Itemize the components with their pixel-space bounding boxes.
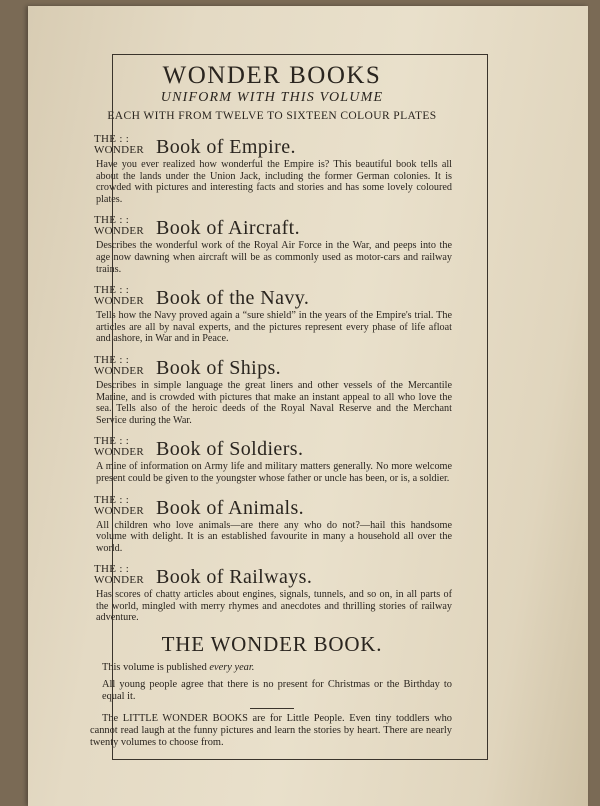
book-prefix — [90, 355, 156, 379]
book-heading — [90, 279, 454, 309]
prefix-the: THE : : — [94, 435, 130, 448]
book-title: Book of Aircraft. — [156, 217, 300, 240]
book-entry — [90, 279, 454, 345]
page-title: WONDER BOOKS — [162, 62, 382, 89]
book-list — [90, 128, 454, 624]
advert-content — [90, 56, 454, 754]
book-title: Book of Ships. — [156, 356, 282, 379]
book-title: Book of Empire. — [156, 136, 296, 158]
page-subtitle: UNIFORM WITH THIS VOLUME — [160, 90, 384, 105]
book-title: Book of the Navy. — [156, 287, 310, 310]
book-title: Book of Animals. — [156, 496, 305, 519]
prefix-wonder: WONDER — [94, 144, 145, 156]
book-description: Describes the wonderful work of the Royal Air Force in the War, and peeps into the age now dawning when aircraft will be as commonly used as motor-cars and railway trains. — [96, 240, 452, 275]
book-heading — [90, 128, 454, 158]
book-prefix — [90, 436, 156, 460]
line-1-emphasis: every year. — [209, 662, 255, 674]
book-title: Book of Railways. — [156, 566, 313, 589]
book-entry — [90, 128, 454, 205]
prefix-the: THE : : — [94, 133, 130, 145]
prefix-wonder: WONDER — [94, 574, 145, 587]
prefix-wonder: WONDER — [94, 225, 145, 238]
prefix-wonder: WONDER — [94, 446, 145, 459]
little-wonder-books-text: The LITTLE WONDER BOOKS are for Little People. Even tiny toddlers who cannot read laugh at the funny pictures and learn the stories by heart. There are nearly twenty volumes to choose from. — [90, 713, 452, 749]
book-prefix — [90, 495, 156, 519]
prefix-the: THE : : — [94, 284, 130, 297]
prefix-the: THE : : — [94, 214, 130, 227]
book-description: Have you ever realized how wonderful the Empire is? This beautiful book tells all about the lands under the Union Jack, including the former German colonies. It is crowded with pictures and interesting facts and stories and has some lovely coloured plates. — [96, 159, 452, 205]
wonder-book-line-1 — [90, 662, 454, 674]
book-description: A mine of information on Army life and military matters generally. No more welcome present could be given to the youngster whose father or uncle has been, or is, a soldier. — [96, 461, 452, 484]
wonder-book-title: THE WONDER BOOK. — [161, 632, 383, 657]
book-heading — [90, 558, 454, 588]
prefix-wonder: WONDER — [94, 504, 145, 517]
book-description: Tells how the Navy proved again a “sure shield” in the years of the Empire's trial. The articles are all by naval experts, and the pictures represent every phase of life afloat and ashore, in War and in Peace. — [96, 310, 452, 345]
page-tagline: EACH WITH FROM TWELVE TO SIXTEEN COLOUR PLATES — [107, 110, 437, 122]
book-prefix — [90, 134, 156, 158]
prefix-wonder: WONDER — [94, 295, 145, 308]
book-description: Describes in simple language the great liners and other vessels of the Mercantile Marine, and is crowded with pictures that make an instant appeal to all who love the sea. Tells also of the heroic deeds of the Royal Naval Reserve and the Merchant Service during the War. — [96, 379, 452, 426]
divider-rule — [250, 708, 294, 709]
prefix-the: THE : : — [94, 563, 130, 576]
book-entry — [90, 489, 454, 555]
prefix-wonder: WONDER — [94, 364, 145, 377]
book-prefix — [90, 215, 156, 239]
line-1-text: This volume is published — [102, 662, 210, 674]
book-title: Book of Soldiers. — [156, 438, 304, 461]
book-heading — [90, 489, 454, 519]
book-entry — [90, 430, 454, 484]
prefix-the: THE : : — [94, 353, 130, 366]
book-heading — [90, 209, 454, 239]
book-entry — [90, 349, 454, 426]
book-heading — [90, 430, 454, 460]
prefix-the: THE : : — [94, 493, 130, 506]
wonder-book-line-2: All young people agree that there is no present for Christmas or the Birthday to equal it. — [102, 679, 452, 703]
book-entry — [90, 558, 454, 624]
book-entry — [90, 209, 454, 275]
book-prefix — [90, 285, 156, 309]
book-heading — [90, 349, 454, 379]
book-description: Has scores of chatty articles about engines, signals, tunnels, and so on, in all parts of the world, mingled with merry rhymes and anecdotes and thrilling stories of railway adventure. — [96, 589, 452, 624]
book-description: All children who love animals—are there any who do not?—hail this handsome volume with delight. It is an established favourite in many a household all over the world. — [96, 519, 452, 554]
book-prefix — [90, 564, 156, 588]
